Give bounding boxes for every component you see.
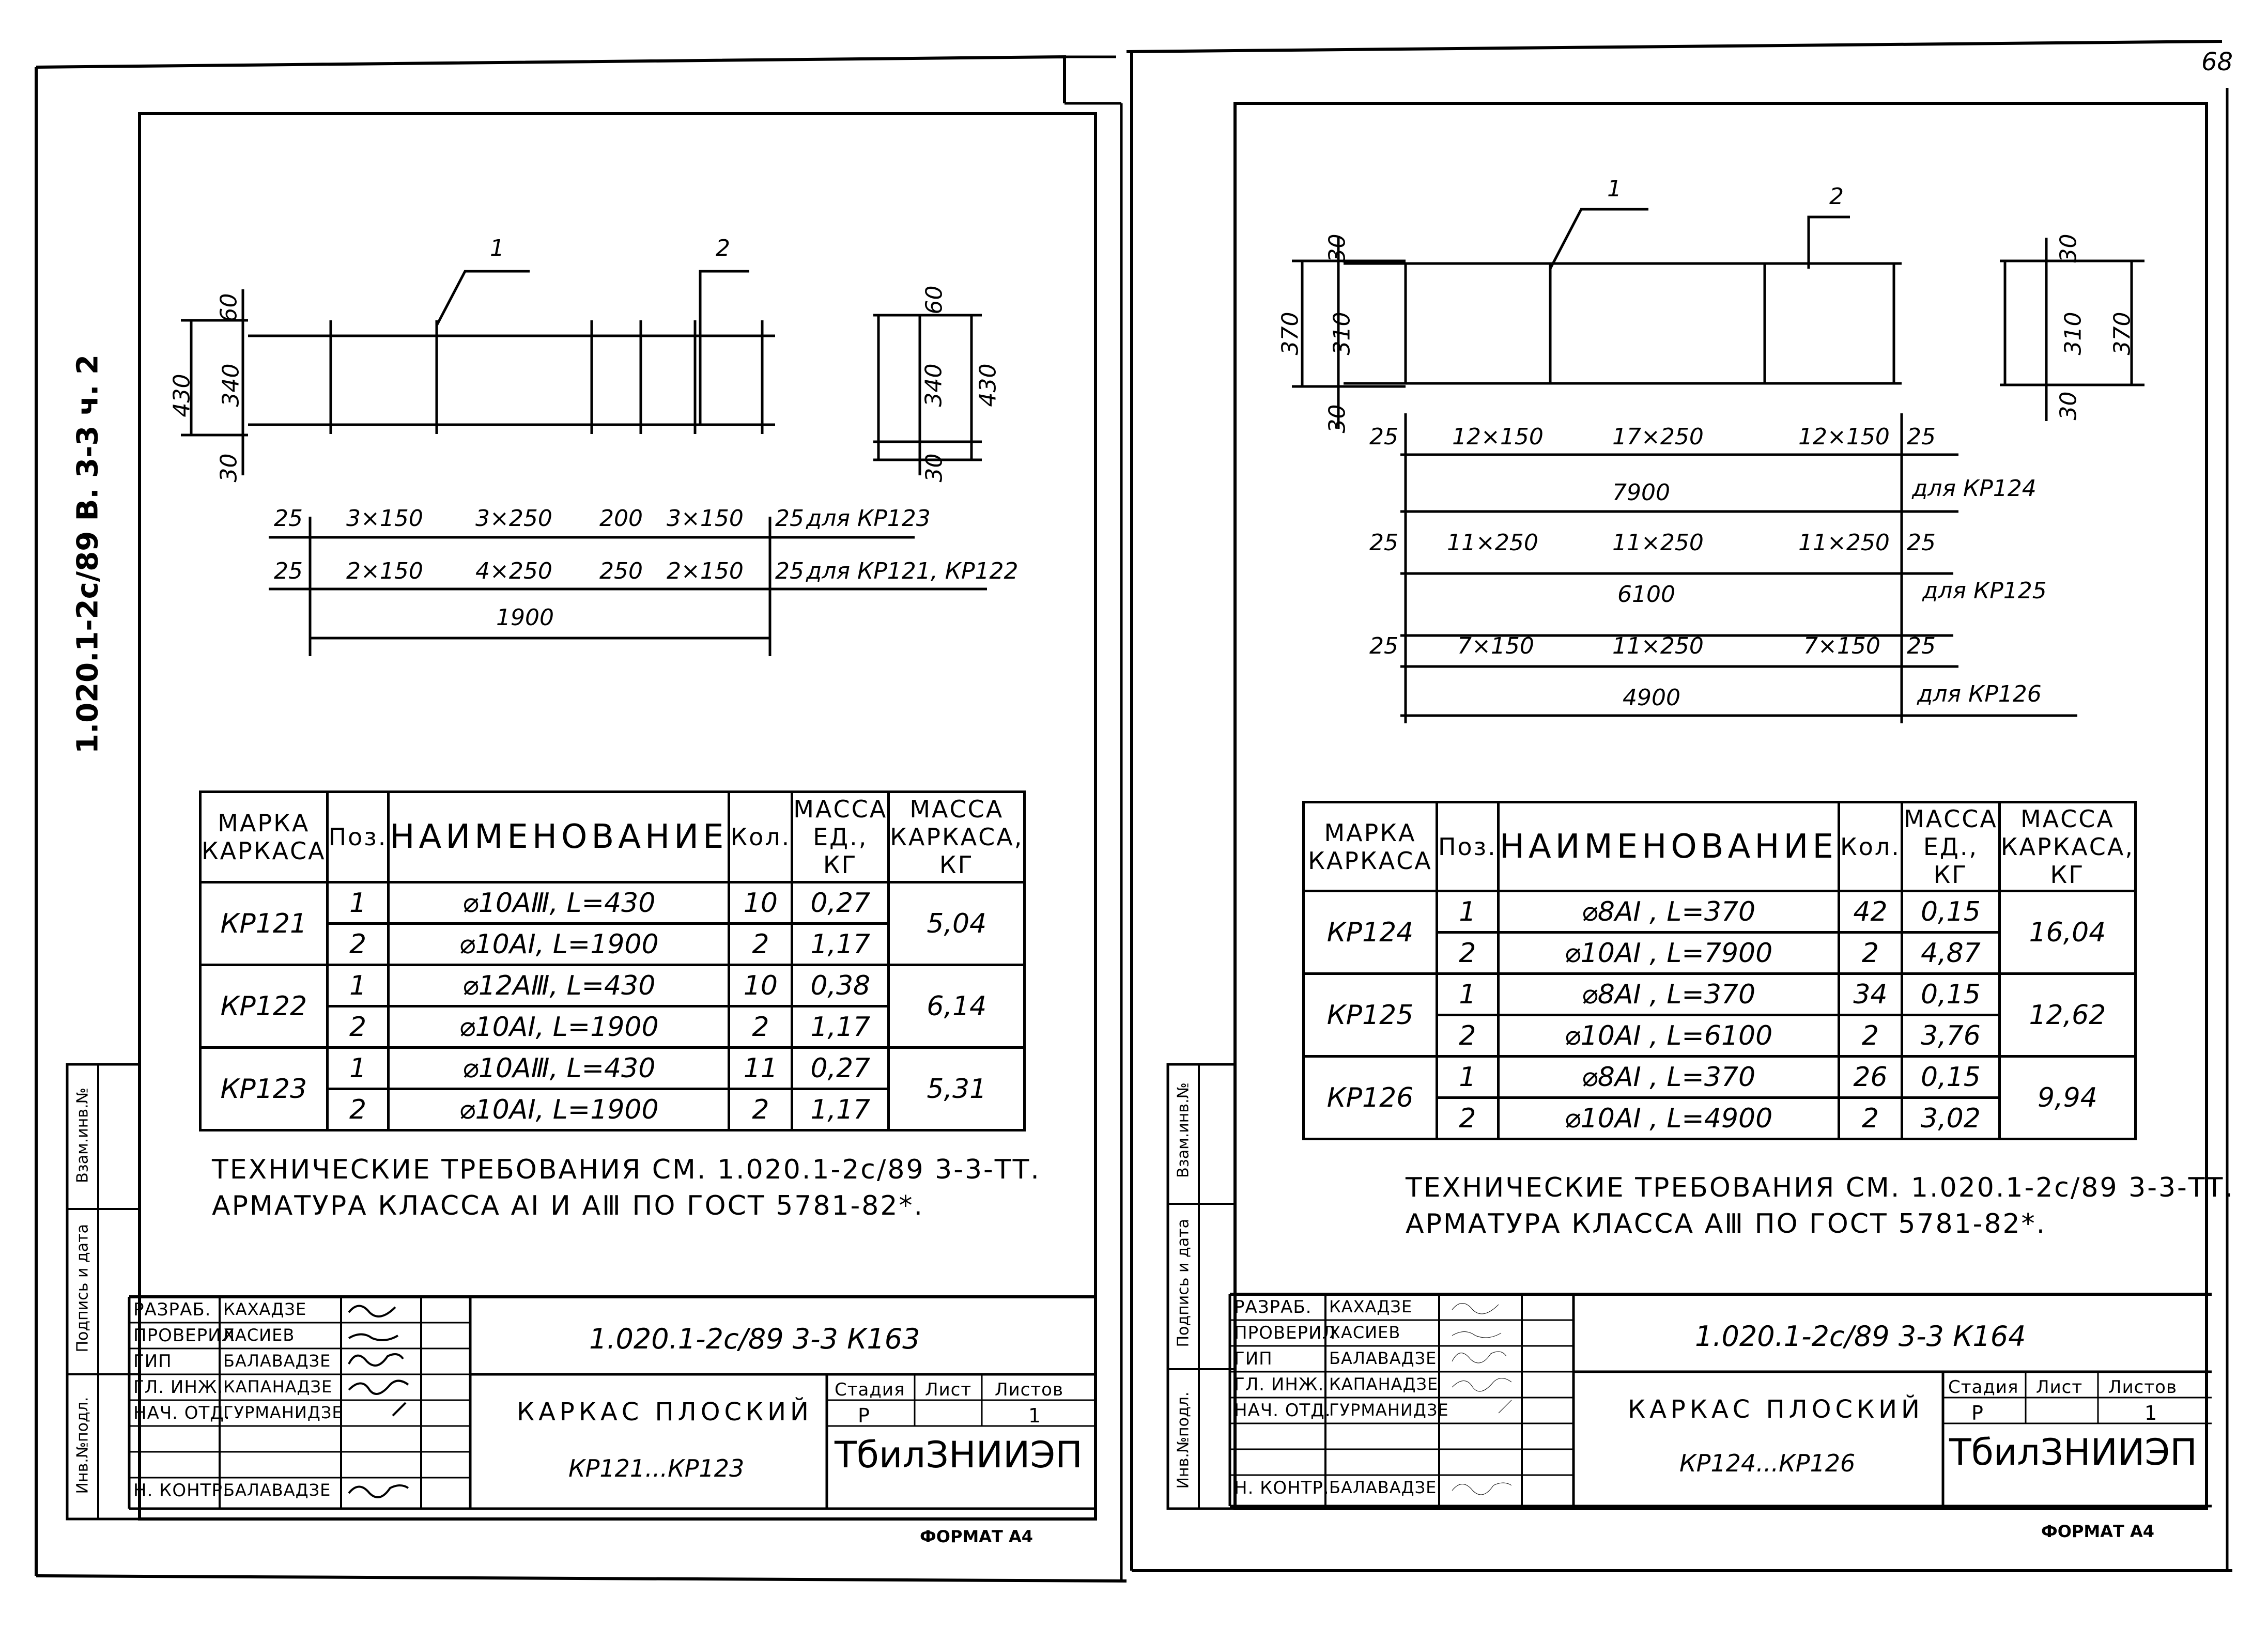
name-cell: ⌀8АⅠ , L=370 (1498, 891, 1839, 933)
role-label: РАЗРАБ. (133, 1299, 211, 1320)
height-dim: 370 (1277, 312, 1304, 355)
side-label-replace: Взам.инв.№ (73, 1088, 92, 1183)
sheets-header: Листов (995, 1379, 1064, 1400)
role-label: Н. КОНТР. (133, 1480, 229, 1501)
height-dim: 30 (1324, 404, 1351, 433)
height-dim: 60 (215, 293, 242, 322)
qty-cell: 34 (1839, 974, 1902, 1015)
margin-note: 1.020.1-2с/89 В. 3-3 ч. 2 (71, 354, 105, 754)
dim-cell: 7×150 (1457, 633, 1534, 659)
signer-name: ГУРМАНИДЗЕ (1329, 1400, 1449, 1420)
unit-mass-cell: 0,15 (1902, 974, 2000, 1015)
name-cell: ⌀10АⅠ , L=4900 (1498, 1098, 1839, 1139)
qty-cell: 2 (729, 924, 792, 965)
role-label: ГИП (1234, 1348, 1273, 1369)
col-header: МАССА ЕД., КГ (792, 792, 889, 882)
unit-mass-cell: 4,87 (1902, 933, 2000, 974)
col-header: МАССА ЕД., КГ (1902, 802, 2000, 891)
signer-name: ГУРМАНИДЗЕ (223, 1403, 343, 1422)
pos-cell: 2 (1437, 1098, 1498, 1139)
pos-cell: 2 (1437, 933, 1498, 974)
role-label: ГЛ. ИНЖ. (133, 1377, 224, 1398)
signer-name: БАЛАВАДЗЕ (1329, 1348, 1437, 1368)
dim-row-label: для КР126 (1917, 681, 2042, 707)
dim-cell: 25 (775, 558, 804, 584)
pos-cell: 1 (327, 965, 389, 1006)
col-header: Поз. (327, 792, 389, 882)
requirements-line: АРМАТУРА КЛАССА АⅠ И АⅢ ПО ГОСТ 5781-82*. (212, 1190, 924, 1221)
height-dim: 30 (2055, 391, 2082, 421)
height-dim: 430 (168, 374, 195, 417)
dim-cell: 12×150 (1452, 424, 1544, 450)
pos-cell: 1 (1437, 1057, 1498, 1098)
height-dim: 60 (921, 285, 948, 315)
dim-cell: 3×150 (667, 505, 744, 532)
dim-cell: 11×250 (1612, 633, 1704, 659)
qty-cell: 10 (729, 882, 792, 924)
frame-mass-cell: 9,94 (1999, 1057, 2135, 1139)
unit-mass-cell: 1,17 (792, 1006, 889, 1048)
signer-name: КАПАНАДЗЕ (1329, 1374, 1439, 1394)
requirements-line: АРМАТУРА КЛАССА АⅢ ПО ГОСТ 5781-82*. (1406, 1208, 2047, 1239)
mark-cell: КР124 (1304, 891, 1437, 974)
format-label: ФОРМАТ А4 (2041, 1522, 2154, 1541)
height-dim: 310 (1329, 312, 1355, 355)
dim-total: 4900 (1623, 685, 1680, 711)
col-header: МАССА КАРКАСА, КГ (1999, 802, 2135, 891)
dim-row-label: для КР121, КР122 (806, 558, 1019, 584)
role-label: НАЧ. ОТД. (133, 1403, 230, 1423)
name-cell: ⌀10АⅢ, L=430 (389, 882, 729, 924)
mark-cell: КР125 (1304, 974, 1437, 1057)
requirements-line: ТЕХНИЧЕСКИЕ ТРЕБОВАНИЯ СМ. 1.020.1-2с/89 3-3-ТТ. (1406, 1172, 2234, 1203)
document-code: 1.020.1-2с/89 3-3 К163 (589, 1323, 920, 1355)
dim-cell: 200 (599, 505, 643, 532)
qty-cell: 2 (1839, 1098, 1902, 1139)
role-label: ГИП (133, 1351, 172, 1372)
format-label: ФОРМАТ А4 (920, 1527, 1033, 1546)
role-label: ГЛ. ИНЖ. (1234, 1374, 1324, 1395)
mark-cell: КР122 (200, 965, 328, 1048)
col-header: НАИМЕНОВАНИЕ (1498, 802, 1839, 891)
height-dim: 430 (975, 363, 1001, 407)
height-dim: 30 (1324, 234, 1351, 263)
unit-mass-cell: 0,27 (792, 1048, 889, 1089)
organization: ТбилЗНИИЭП (835, 1434, 1083, 1476)
mark-cell: КР126 (1304, 1057, 1437, 1139)
pos-cell: 1 (327, 1048, 389, 1089)
qty-cell: 2 (729, 1089, 792, 1130)
unit-mass-cell: 0,15 (1902, 1057, 2000, 1098)
stage-value: Р (1971, 1402, 1984, 1424)
unit-mass-cell: 3,02 (1902, 1098, 2000, 1139)
name-cell: ⌀12АⅢ, L=430 (389, 965, 729, 1006)
role-label: Н. КОНТР. (1234, 1478, 1330, 1498)
qty-cell: 11 (729, 1048, 792, 1089)
height-dim: 30 (921, 453, 948, 483)
col-header: Кол. (1839, 802, 1902, 891)
signer-name: ХАСИЕВ (1329, 1323, 1401, 1342)
col-header: НАИМЕНОВАНИЕ (389, 792, 729, 882)
dim-cell: 11×250 (1612, 530, 1704, 556)
height-dim: 370 (2109, 312, 2136, 355)
dim-total: 1900 (496, 604, 554, 631)
frame-mass-cell: 5,31 (889, 1048, 1025, 1130)
stage-header: Стадия (1948, 1377, 2019, 1398)
dim-cell: 25 (775, 505, 804, 532)
sheets-value: 1 (2144, 1402, 2158, 1424)
side-label-replace: Взам.инв.№ (1174, 1082, 1193, 1178)
callout-2: 2 (716, 235, 730, 261)
dim-cell: 2×150 (667, 558, 744, 584)
name-cell: ⌀10АⅠ, L=1900 (389, 1089, 729, 1130)
dim-cell: 25 (1369, 633, 1398, 659)
height-dim: 340 (218, 363, 244, 407)
dim-cell: 25 (1907, 424, 1936, 450)
requirements-line: ТЕХНИЧЕСКИЕ ТРЕБОВАНИЯ СМ. 1.020.1-2с/89 3-3-ТТ. (212, 1154, 1041, 1185)
pos-cell: 2 (1437, 1015, 1498, 1057)
dim-cell: 25 (274, 558, 303, 584)
side-label-inv: Инв.№подл. (1174, 1391, 1193, 1489)
dim-cell: 25 (1907, 530, 1936, 556)
frame-mass-cell: 6,14 (889, 965, 1025, 1048)
pos-cell: 2 (327, 1006, 389, 1048)
organization: ТбилЗНИИЭП (1949, 1431, 2197, 1474)
col-header: МАССА КАРКАСА, КГ (889, 792, 1025, 882)
pos-cell: 1 (1437, 974, 1498, 1015)
name-cell: ⌀10АⅠ, L=1900 (389, 924, 729, 965)
name-cell: ⌀10АⅠ , L=6100 (1498, 1015, 1839, 1057)
dim-cell: 25 (1369, 424, 1398, 450)
height-dim: 30 (2055, 234, 2082, 263)
frame-mass-cell: 12,62 (1999, 974, 2135, 1057)
qty-cell: 2 (729, 1006, 792, 1048)
sheet-header: Лист (925, 1379, 972, 1400)
height-dim: 310 (2060, 312, 2087, 355)
height-dim: 30 (215, 453, 242, 483)
callout-2: 2 (1829, 183, 1844, 210)
stage-header: Стадия (835, 1379, 905, 1400)
dim-cell: 17×250 (1612, 424, 1704, 450)
pos-cell: 1 (1437, 891, 1498, 933)
document-code: 1.020.1-2с/89 3-3 К164 (1695, 1320, 2026, 1353)
col-header: Кол. (729, 792, 792, 882)
signer-name: КАПАНАДЗЕ (223, 1377, 333, 1397)
qty-cell: 10 (729, 965, 792, 1006)
callout-1: 1 (490, 235, 504, 261)
dim-row-label: для КР125 (1922, 578, 2047, 604)
role-label: ПРОВЕРИЛ (1234, 1323, 1336, 1343)
role-label: НАЧ. ОТД. (1234, 1400, 1331, 1421)
dim-cell: 11×250 (1447, 530, 1538, 556)
dim-cell: 3×150 (346, 505, 423, 532)
frame-mass-cell: 16,04 (1999, 891, 2135, 974)
qty-cell: 2 (1839, 933, 1902, 974)
role-label: РАЗРАБ. (1234, 1297, 1312, 1317)
sheet-header: Лист (2036, 1377, 2083, 1398)
side-label-inv: Инв.№подл. (73, 1397, 92, 1494)
frame-mass-cell: 5,04 (889, 882, 1025, 965)
dim-cell: 25 (1907, 633, 1936, 659)
dim-cell: 2×150 (346, 558, 423, 584)
name-cell: ⌀10АⅢ, L=430 (389, 1048, 729, 1089)
qty-cell: 2 (1839, 1015, 1902, 1057)
pos-cell: 2 (327, 1089, 389, 1130)
unit-mass-cell: 0,27 (792, 882, 889, 924)
drawing-subtitle: КР124...КР126 (1679, 1449, 1856, 1477)
side-label-sign: Подпись и дата (1174, 1219, 1193, 1347)
signer-name: БАЛАВАДЗЕ (1329, 1478, 1437, 1497)
stage-value: Р (858, 1404, 870, 1427)
name-cell: ⌀8АⅠ , L=370 (1498, 1057, 1839, 1098)
role-label: ПРОВЕРИЛ (133, 1325, 236, 1346)
signer-name: КАХАДЗЕ (1329, 1297, 1413, 1316)
pos-cell: 2 (327, 924, 389, 965)
dim-row-label: для КР124 (1912, 475, 2036, 502)
pos-cell: 1 (327, 882, 389, 924)
mark-cell: КР123 (200, 1048, 328, 1130)
qty-cell: 26 (1839, 1057, 1902, 1098)
unit-mass-cell: 0,38 (792, 965, 889, 1006)
drawing-title: КАРКАС ПЛОСКИЙ (517, 1398, 813, 1427)
col-header: МАРКА КАРКАСА (200, 792, 328, 882)
dim-cell: 3×250 (475, 505, 552, 532)
sheets-header: Листов (2108, 1377, 2178, 1398)
signer-name: КАХАДЗЕ (223, 1299, 307, 1319)
name-cell: ⌀10АⅠ, L=1900 (389, 1006, 729, 1048)
dim-cell: 12×150 (1798, 424, 1890, 450)
dim-total: 7900 (1612, 479, 1670, 506)
dim-cell: 25 (274, 505, 303, 532)
mark-cell: КР121 (200, 882, 328, 965)
drawing-subtitle: КР121...КР123 (568, 1454, 745, 1482)
name-cell: ⌀10АⅠ , L=7900 (1498, 933, 1839, 974)
dim-cell: 11×250 (1798, 530, 1890, 556)
col-header: МАРКА КАРКАСА (1304, 802, 1437, 891)
page-number: 68 (2201, 48, 2233, 76)
unit-mass-cell: 3,76 (1902, 1015, 2000, 1057)
height-dim: 340 (920, 363, 947, 407)
signer-name: БАЛАВАДЗЕ (223, 1351, 331, 1371)
signer-name: ХАСИЕВ (223, 1325, 295, 1345)
sheets-value: 1 (1028, 1404, 1042, 1427)
dim-cell: 7×150 (1803, 633, 1880, 659)
callout-1: 1 (1607, 176, 1622, 202)
dim-total: 6100 (1617, 581, 1675, 608)
dim-cell: 250 (599, 558, 643, 584)
unit-mass-cell: 1,17 (792, 1089, 889, 1130)
unit-mass-cell: 0,15 (1902, 891, 2000, 933)
side-label-sign: Подпись и дата (73, 1224, 92, 1353)
unit-mass-cell: 1,17 (792, 924, 889, 965)
signer-name: БАЛАВАДЗЕ (223, 1480, 331, 1500)
dim-row-label: для КР123 (806, 505, 931, 532)
name-cell: ⌀8АⅠ , L=370 (1498, 974, 1839, 1015)
qty-cell: 42 (1839, 891, 1902, 933)
dim-cell: 25 (1369, 530, 1398, 556)
drawing-title: КАРКАС ПЛОСКИЙ (1628, 1395, 1924, 1424)
col-header: Поз. (1437, 802, 1498, 891)
dim-cell: 4×250 (475, 558, 552, 584)
